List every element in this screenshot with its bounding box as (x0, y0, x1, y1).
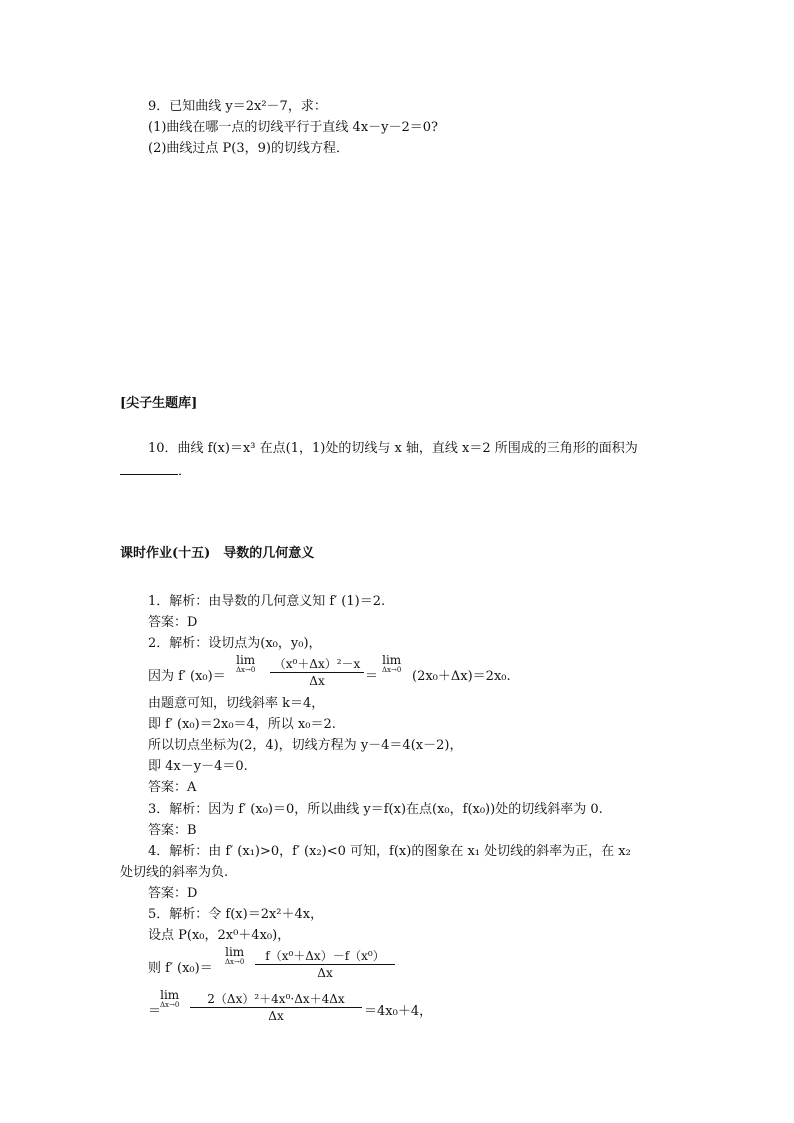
a5-prefix: 则 f′ (x₀)＝ (148, 961, 213, 976)
a2-tail: (2x₀＋Δx)＝2x₀. (412, 669, 511, 684)
q9-line3: (2)曲线过点 P(3，9)的切线方程． (148, 141, 349, 156)
a5-equals: ＝ (148, 1004, 162, 1019)
q9-line1: 9．已知曲线 y＝2x²－7，求： (148, 99, 327, 114)
a5-limit-2: lim Δx→0 (160, 988, 180, 1009)
a2-limit-1: lim Δx→0 (236, 653, 256, 674)
a5-line1: 5．解析：令 f(x)＝2x²＋4x， (148, 907, 324, 922)
a5-fraction-1: f（x⁰＋Δx）－f（x⁰） Δx (255, 949, 395, 980)
a2-line6: 即 4x－y－4＝0. (148, 759, 248, 774)
a4-line1: 4．解析：由 f′ (x₁)>0，f′ (x₂)<0 可知，f(x)的图象在 x₁ 处切线的斜率为正，在 x₂ (148, 844, 631, 859)
a2-line5: 所以切点坐标为(2，4)，切线方程为 y－4＝4(x－2)， (148, 738, 463, 753)
q10-line2: ． (120, 462, 191, 480)
a2-line4: 即 f′ (x₀)＝2x₀＝4，所以 x₀＝2. (148, 717, 336, 732)
a2-line3: 由题意可知，切线斜率 k＝4， (148, 696, 325, 711)
a4-line3: 答案：D (148, 886, 198, 901)
a5-limit-1: lim Δx→0 (225, 945, 245, 966)
a5-line2: 设点 P(x₀，2x⁰＋4x₀)， (148, 928, 291, 943)
a2-fraction: （x⁰＋Δx）²－x Δx (270, 657, 364, 688)
a2-equals: ＝ (365, 669, 379, 684)
a5-fraction-2: 2（Δx）²＋4x⁰·Δx＋4Δx Δx (190, 992, 362, 1023)
a3-line2: 答案：B (148, 823, 197, 838)
a5-tail: ＝4x₀＋4， (364, 1004, 433, 1019)
a4-line2: 处切线的斜率为负. (120, 865, 229, 880)
a1-line2: 答案：D (148, 615, 198, 630)
answer-blank (120, 462, 178, 475)
a1-line1: 1．解析：由导数的几何意义知 f′ (1)＝2. (148, 594, 386, 609)
a2-prefix: 因为 f′ (x₀)＝ (148, 669, 226, 684)
a2-line1: 2．解析：设切点为(x₀，y₀)， (148, 636, 322, 651)
a2-line7: 答案：A (148, 780, 197, 795)
answers-title: 课时作业(十五) 导数的几何意义 (120, 546, 315, 561)
q9-line2: (1)曲线在哪一点的切线平行于直线 4x－y－2＝0? (148, 120, 439, 135)
q10-line1: 10．曲线 f(x)＝x³ 在点(1，1)处的切线与 x 轴，直线 x＝2 所围成的三角形的面积为 (148, 441, 638, 456)
a2-limit-2: lim Δx→0 (382, 653, 402, 674)
section-title: [尖子生题库] (120, 396, 198, 411)
a3-line1: 3．解析：因为 f′ (x₀)＝0，所以曲线 y＝f(x)在点(x₀，f(x₀))处的切线斜率为 0. (148, 802, 603, 817)
